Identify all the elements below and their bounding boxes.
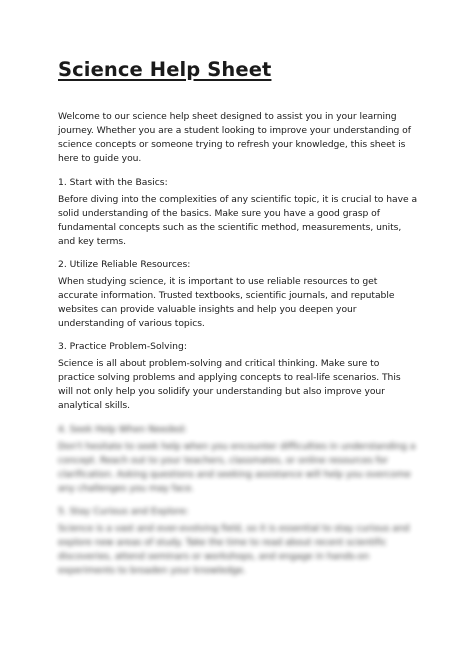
section-1-heading: 1. Start with the Basics: (58, 177, 168, 188)
intro-paragraph: Welcome to our science help sheet designed to assist you in your learning journey. Whether you are a student looking to improve your understanding of science concepts or someone trying to refresh your knowledge, this sheet is here to guide you. (58, 111, 411, 164)
section-4-heading: 4. Seek Help When Needed: (58, 424, 187, 435)
section-1-body: Before diving into the complexities of any scientific topic, it is crucial to have a solid understanding of the basics. Make sure you have a good grasp of fundamental concepts such as the scientific method, measurements, units, and key terms. (58, 194, 418, 247)
section-2-body: When studying science, it is important to use reliable resources to get accurate information. Trusted textbooks, scientific journals, and reputable websites can provide valuable insights and help you deepen your understanding of various topics. (58, 276, 395, 329)
section-4-body: Don't hesitate to seek help when you encounter difficulties in understanding a concept. Reach out to your teachers, classmates, or online resources for clarification. Asking questions and seeking assistance will help you overcome any challenges you may face. (58, 441, 416, 494)
section-5-body: Science is a vast and ever-evolving field, so it is essential to stay curious and explore new areas of study. Take the time to read about recent scientific discoveries, attend seminars or workshops, and engage in hands-on experiments to broaden your knowledge. (58, 523, 410, 576)
section-3-body: Science is all about problem-solving and critical thinking. Make sure to practice solving problems and applying concepts to real-life scenarios. This will not only help you solidify your understanding but also improve your analytical skills. (58, 358, 401, 411)
section-2-heading: 2. Utilize Reliable Resources: (58, 259, 191, 270)
document-title: Science Help Sheet (58, 58, 272, 81)
section-3-heading: 3. Practice Problem-Solving: (58, 341, 187, 352)
section-5-heading: 5. Stay Curious and Explore: (58, 506, 189, 517)
